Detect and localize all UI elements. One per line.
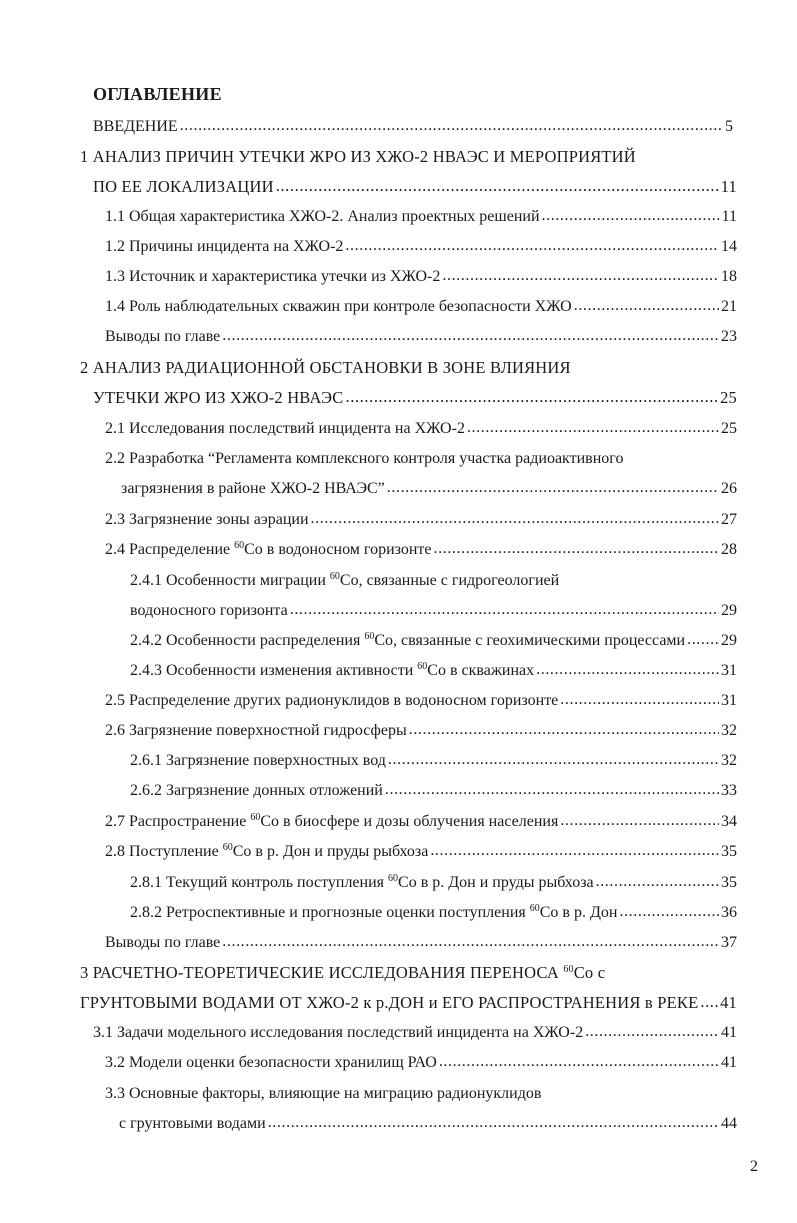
leader-dots — [700, 991, 718, 1013]
leader-dots — [574, 295, 719, 317]
leader-dots — [345, 235, 719, 257]
leader-dots — [430, 840, 719, 862]
toc-section-2-8[interactable]: 2.8 Поступление $^{60}$Со в р. Дон и пруды рыбхоза ..... 35 — [105, 841, 737, 863]
leader-dots — [409, 719, 719, 741]
toc-section-3-1[interactable]: 3.1 Задачи модельного исследования последствий инцидента на ХЖО-2 ..... 41 — [93, 1022, 737, 1044]
leader-dots — [180, 115, 723, 137]
toc-section-2-4-1[interactable]: водоносного горизонта ..... 29 — [130, 600, 737, 622]
leader-dots — [585, 1021, 719, 1043]
toc-chapter-2-title[interactable]: 2 АНАЛИЗ РАДИАЦИОННОЙ ОБСТАНОВКИ В ЗОНЕ ВЛИЯНИЯ — [80, 358, 571, 377]
leader-dots — [345, 386, 718, 408]
toc-section-2-4-2[interactable]: 2.4.2 Особенности распределения $^{60}$Со, связанные с геохимическими процессами ..... 29 — [130, 630, 737, 652]
toc-section-3-3-title[interactable]: 3.3 Основные факторы, влияющие на миграцию радионуклидов — [105, 1085, 542, 1102]
leader-dots — [596, 871, 719, 893]
toc-chapter-2[interactable]: УТЕЧКИ ЖРО ИЗ ХЖО-2 НВАЭС ..... 25 — [93, 387, 737, 409]
page-number: 2 — [750, 1158, 758, 1175]
toc-section-2-2[interactable]: загрязнения в районе ХЖО-2 НВАЭС” ..... 26 — [121, 478, 737, 500]
leader-dots — [687, 629, 719, 651]
toc-section-2-4[interactable]: 2.4 Распределение $^{60}$Со в водоносном горизонте ..... 28 — [105, 539, 737, 561]
toc-section-2-8-2[interactable]: 2.8.2 Ретроспективные и прогнозные оценки поступления $^{60}$Со в р. Дон ..... 36 — [130, 902, 737, 924]
toc-chapter-1[interactable]: ПО ЕЕ ЛОКАЛИЗАЦИИ ..... 11 — [93, 176, 737, 198]
leader-dots — [536, 659, 719, 681]
leader-dots — [387, 477, 719, 499]
leader-dots — [222, 931, 719, 953]
toc-chapter-3-title[interactable]: 3 РАСЧЕТНО-ТЕОРЕТИЧЕСКИЕ ИССЛЕДОВАНИЯ ПЕРЕНОСА $^{60}$Со с — [80, 963, 606, 982]
toc-chapter-3[interactable]: ГРУНТОВЫМИ ВОДАМИ ОТ ХЖО-2 к р.ДОН и ЕГО РАСПРОСТРАНЕНИЯ в РЕКЕ ..... 41 — [80, 992, 737, 1014]
toc-section-1-2[interactable]: 1.2 Причины инцидента на ХЖО-2 ..... 14 — [105, 236, 737, 258]
toc-chapter-1-title[interactable]: 1 АНАЛИЗ ПРИЧИН УТЕЧКИ ЖРО ИЗ ХЖО-2 НВАЭС И МЕРОПРИЯТИЙ — [80, 147, 636, 166]
toc-section-2-3[interactable]: 2.3 Загрязнение зоны аэрации ..... 27 — [105, 509, 737, 531]
toc-section-2-6[interactable]: 2.6 Загрязнение поверхностной гидросферы ..... 32 — [105, 720, 737, 742]
toc-section-2-7[interactable]: 2.7 Распространение $^{60}$Со в биосфере и дозы облучения населения ..... 34 — [105, 811, 737, 833]
toc-section-3-2[interactable]: 3.2 Модели оценки безопасности хранилищ РАО ..... 41 — [105, 1052, 737, 1074]
leader-dots — [442, 265, 719, 287]
toc-section-2-conclusions[interactable]: Выводы по главе ..... 37 — [105, 932, 737, 954]
leader-dots — [439, 1051, 719, 1073]
toc-section-1-3[interactable]: 1.3 Источник и характеристика утечки из ХЖО-2 ..... 18 — [105, 266, 737, 288]
leader-dots — [560, 689, 719, 711]
toc-section-2-6-2[interactable]: 2.6.2 Загрязнение донных отложений ..... 33 — [130, 780, 737, 802]
leader-dots — [467, 417, 719, 439]
leader-dots — [268, 1112, 719, 1134]
toc-section-1-conclusions[interactable]: Выводы по главе ..... 23 — [105, 326, 737, 348]
leader-dots — [560, 810, 719, 832]
leader-dots — [542, 205, 720, 227]
leader-dots — [619, 901, 719, 923]
toc-section-2-4-1-title[interactable]: 2.4.1 Особенности миграции $^{60}$Со, связанные с гидрогеологией — [130, 571, 560, 589]
toc-section-2-4-3[interactable]: 2.4.3 Особенности изменения активности $^{60}$Со в скважинах ..... 31 — [130, 660, 737, 682]
toc-section-2-1[interactable]: 2.1 Исследования последствий инцидента на ХЖО-2 ..... 25 — [105, 418, 737, 440]
toc-entry-intro[interactable]: ВВЕДЕНИЕ ..... 5 — [93, 116, 733, 138]
toc-heading: ОГЛАВЛЕНИЕ — [93, 84, 222, 104]
toc-section-3-3[interactable]: с грунтовыми водами ..... 44 — [119, 1113, 737, 1135]
toc-section-1-1[interactable]: 1.1 Общая характеристика ХЖО-2. Анализ проектных решений ..... 11 — [105, 206, 737, 228]
leader-dots — [385, 779, 719, 801]
leader-dots — [311, 508, 719, 530]
toc-section-2-8-1[interactable]: 2.8.1 Текущий контроль поступления $^{60}$Со в р. Дон и пруды рыбхоза ..... 35 — [130, 872, 737, 894]
toc-section-2-2-title[interactable]: 2.2 Разработка “Регламента комплексного контроля участка радиоактивного — [105, 450, 624, 467]
toc-section-2-6-1[interactable]: 2.6.1 Загрязнение поверхностных вод ..... 32 — [130, 750, 737, 772]
leader-dots — [434, 538, 719, 560]
leader-dots — [290, 599, 719, 621]
toc-section-1-4[interactable]: 1.4 Роль наблюдательных скважин при контроле безопасности ХЖО ..... 21 — [105, 296, 737, 318]
leader-dots — [388, 749, 719, 771]
leader-dots — [276, 175, 719, 197]
leader-dots — [222, 325, 719, 347]
toc-section-2-5[interactable]: 2.5 Распределение других радионуклидов в водоносном горизонте ..... 31 — [105, 690, 737, 712]
